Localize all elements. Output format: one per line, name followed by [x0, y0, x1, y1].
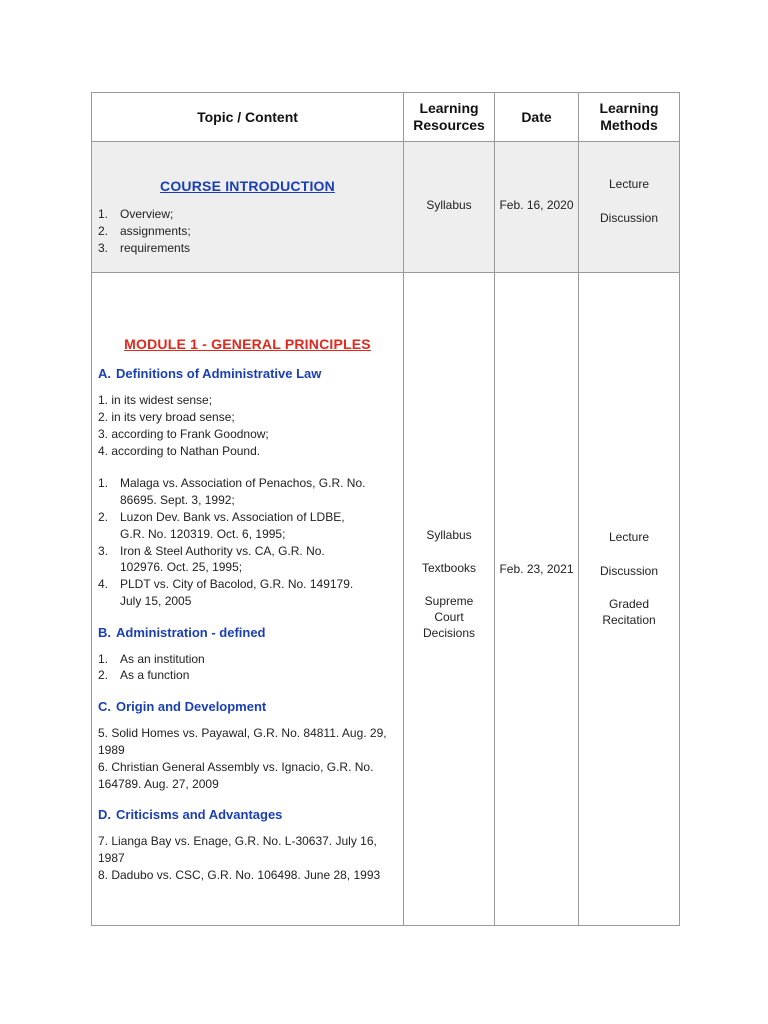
header-row — [92, 93, 680, 142]
case-item: 2. Luzon Dev. Bank vs. Association of LDBE, G.R. No. 120319. Oct. 6, 1995; — [98, 509, 345, 541]
section-b-list — [98, 651, 397, 685]
intro-date-cell: Feb. 16, 2020 — [495, 142, 579, 273]
list-item: 3. according to Frank Goodnow; — [98, 426, 269, 441]
list-item: 1. Overview; — [98, 207, 174, 222]
section-d-heading: D. Criticisms and Advantages — [98, 807, 283, 823]
case-item: 1. Malaga vs. Association of Penachos, G.R. No. 86695. Sept. 3, 1992; — [98, 476, 366, 508]
case-item: 4. PLDT vs. City of Bacolod, G.R. No. 149179. July 15, 2005 — [98, 577, 354, 608]
header-resources: Learning Resources — [404, 93, 495, 142]
section-c-cases — [98, 725, 397, 792]
list-item: 2. As a function — [98, 668, 190, 683]
method-item: Graded Recitation — [602, 596, 656, 627]
resource-item: Supreme Court Decisions — [422, 594, 476, 640]
list-item: 3. requirements — [98, 240, 191, 255]
list-item: 2. assignments; — [98, 224, 191, 239]
section-a-heading: A. Definitions of Administrative Law — [98, 366, 322, 382]
module-1-row — [92, 273, 680, 926]
method-item: Lecture — [608, 177, 650, 191]
module-topic-cell — [92, 273, 404, 926]
case-item: 5. Solid Homes vs. Payawal, G.R. No. 84811. Aug. 29, 1989 — [98, 726, 387, 758]
header-methods: Learning Methods — [579, 93, 680, 142]
list-item: 1. As an institution — [98, 651, 205, 666]
course-introduction-title: COURSE INTRODUCTION — [160, 178, 335, 195]
intro-methods-cell — [579, 142, 680, 273]
section-b-heading: B. Administration - defined — [98, 624, 266, 640]
course-introduction-row — [92, 142, 680, 273]
module-1-title: MODULE 1 - GENERAL PRINCIPLES — [124, 336, 371, 353]
list-item: 1. in its widest sense; — [98, 393, 213, 408]
list-item: 2. in its very broad sense; — [98, 409, 235, 424]
intro-resources-cell: Syllabus — [404, 142, 495, 273]
section-a-cases — [98, 475, 397, 609]
resource-item: Textbooks — [421, 561, 477, 575]
case-item: 6. Christian General Assembly vs. Ignacio, G.R. No. 164789. Aug. 27, 2009 — [98, 759, 374, 791]
module-date-cell: Feb. 23, 2021 — [495, 273, 579, 926]
method-item: Discussion — [599, 211, 659, 225]
section-d-cases — [98, 833, 397, 883]
resource-item: Syllabus — [426, 528, 472, 542]
list-item: 4. according to Nathan Pound. — [98, 443, 261, 458]
header-topic: Topic / Content — [92, 93, 404, 142]
case-item: 7. Lianga Bay vs. Enage, G.R. No. L-30637. July 16, 1987 — [98, 834, 377, 866]
section-c-heading: C. Origin and Development — [98, 699, 267, 715]
syllabus-table — [91, 92, 680, 926]
case-item: 8. Dadubo vs. CSC, G.R. No. 106498. June 28, 1993 — [98, 868, 381, 883]
module-methods-cell — [579, 273, 680, 926]
header-date: Date — [495, 93, 579, 142]
method-item: Lecture — [608, 529, 650, 544]
module-resources-cell — [404, 273, 495, 926]
intro-topic-cell — [92, 142, 404, 273]
intro-list — [98, 206, 397, 256]
senses-list — [98, 392, 397, 459]
method-item: Discussion — [599, 563, 659, 578]
case-item: 3. Iron & Steel Authority vs. CA, G.R. No. 102976. Oct. 25, 1995; — [98, 543, 325, 575]
